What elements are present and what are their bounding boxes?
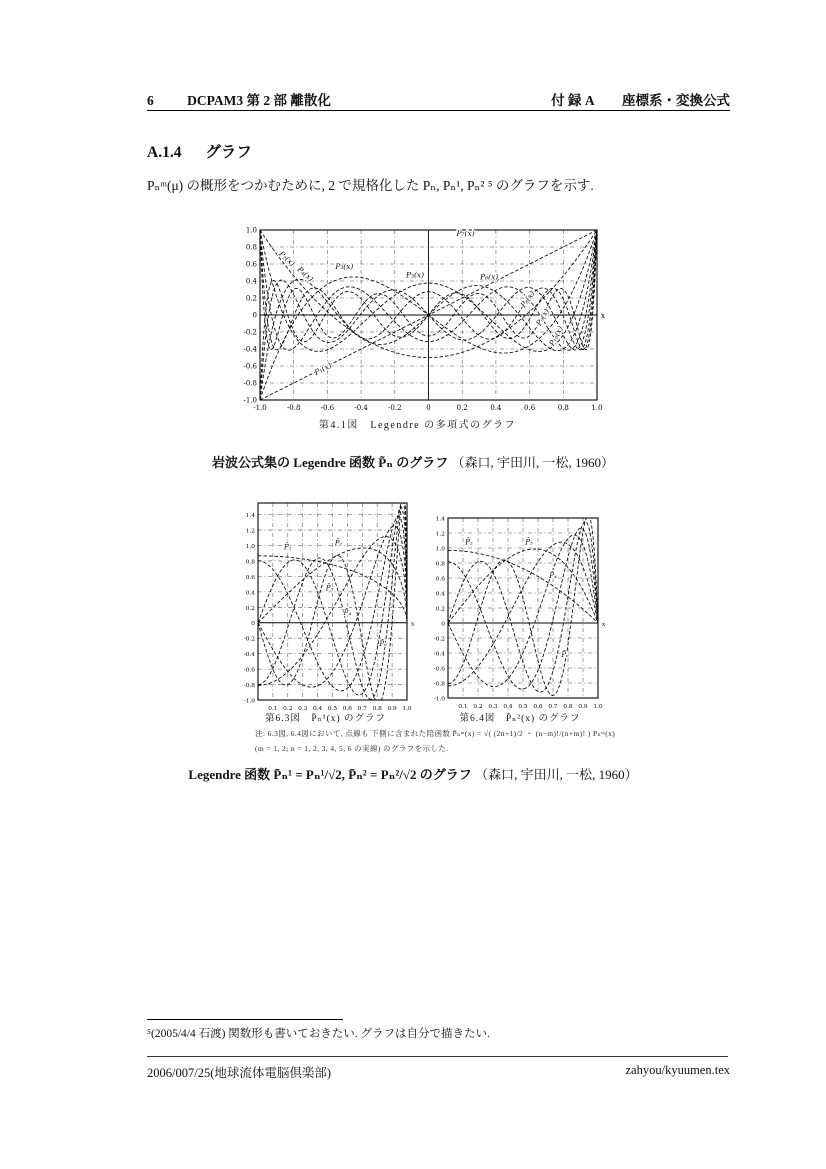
figure-assoc-legendre-m1 [232, 498, 422, 720]
svg-text:0: 0 [441, 621, 445, 628]
svg-text:P̄₂: P̄₂ [334, 539, 343, 548]
svg-text:0.2: 0.2 [456, 404, 468, 412]
svg-text:P₁₀(x): P₁₀(x) [547, 324, 565, 348]
svg-text:0.6: 0.6 [435, 576, 445, 583]
figure2-scan-note-line2: (m = 1, 2; n = 1, 2, 3, 4, 5, 6 の実線) のグラフを示した. [255, 744, 449, 753]
svg-text:1.0: 1.0 [245, 543, 255, 550]
svg-text:0.8: 0.8 [245, 243, 257, 252]
svg-text:-0.8: -0.8 [243, 379, 257, 388]
svg-text:-0.2: -0.2 [243, 636, 255, 643]
svg-text:0.6: 0.6 [533, 704, 543, 710]
svg-text:0.8: 0.8 [557, 404, 569, 412]
figure1-caption-text: 岩波公式集の Legendre 函数 P̃ₙ のグラフ [212, 455, 449, 470]
svg-text:P̄₃: P̄₃ [525, 538, 533, 547]
svg-text:1.4: 1.4 [245, 513, 255, 520]
svg-text:-0.8: -0.8 [433, 681, 445, 688]
svg-text:1.4: 1.4 [435, 516, 445, 523]
figure2-caption [123, 764, 703, 783]
svg-text:P₃(x): P₃(x) [335, 262, 354, 272]
svg-text:P₄(x): P₄(x) [295, 264, 316, 284]
svg-text:0.4: 0.4 [312, 706, 323, 712]
svg-text:P₆(x): P₆(x) [480, 272, 499, 282]
svg-text:-0.4: -0.4 [243, 345, 257, 354]
svg-text:1.0: 1.0 [245, 226, 257, 235]
svg-text:0.5: 0.5 [327, 706, 338, 712]
svg-text:P̄₄: P̄₄ [549, 572, 557, 580]
svg-text:-1.0: -1.0 [433, 696, 445, 703]
svg-text:0.4: 0.4 [490, 404, 502, 412]
svg-text:0.4: 0.4 [435, 591, 445, 598]
svg-text:x: x [411, 621, 415, 628]
svg-text:0.8: 0.8 [435, 561, 445, 568]
svg-text:0.2: 0.2 [245, 605, 255, 612]
svg-text:P̄₄: P̄₄ [343, 609, 352, 618]
section-title: グラフ [205, 144, 252, 161]
svg-text:-1.0: -1.0 [243, 396, 257, 405]
svg-text:P₈(x): P₈(x) [518, 289, 537, 310]
svg-text:1.2: 1.2 [245, 528, 255, 535]
footer-rule [147, 1056, 728, 1057]
svg-text:-0.4: -0.4 [243, 652, 255, 659]
svg-text:-0.4: -0.4 [433, 651, 445, 658]
svg-text:P₇(x): P₇(x) [456, 228, 475, 238]
svg-text:-0.4: -0.4 [354, 404, 368, 412]
svg-text:0.6: 0.6 [342, 706, 353, 712]
svg-text:0.3: 0.3 [488, 704, 498, 710]
page-number: 6 [147, 93, 154, 108]
svg-text:P̄₆: P̄₆ [379, 639, 387, 648]
footnote: ⁵(2005/4/4 石渡) 関数形も書いておきたい. グラフは自分で描きたい. [147, 1028, 490, 1040]
svg-text:P₁(x): P₁(x) [312, 360, 334, 377]
svg-text:P̄₃: P̄₃ [325, 584, 334, 593]
svg-text:P̄₂: P̄₂ [465, 538, 473, 547]
svg-text:1.0: 1.0 [591, 404, 603, 412]
svg-text:0.9: 0.9 [387, 706, 397, 712]
figure1-scan-caption: 第4.1図 Legendre の多項式のグラフ [318, 420, 517, 431]
legendre-polynomial-chart [225, 224, 610, 420]
svg-text:x: x [602, 622, 606, 628]
svg-text:0.6: 0.6 [524, 404, 536, 412]
svg-text:0.4: 0.4 [503, 704, 513, 710]
figure2-caption-source: （森口, 宇田川, 一松, 1960） [475, 767, 638, 782]
svg-text:-1.0: -1.0 [243, 698, 255, 705]
svg-text:0.8: 0.8 [245, 559, 255, 566]
svg-text:-1.0: -1.0 [253, 404, 267, 412]
figure-assoc-legendre-m2 [428, 498, 614, 720]
footer-right: zahyou/kyuumen.tex [625, 1063, 730, 1077]
svg-text:-0.6: -0.6 [320, 404, 335, 412]
svg-text:0.7: 0.7 [357, 706, 367, 712]
intro-paragraph: Pₙᵐ(μ) の概形をつかむために, 2 で規格化した Pₙ, Pₙ¹, Pₙ² ⁵ のグラフを示す. [147, 178, 594, 193]
svg-text:x: x [601, 312, 605, 320]
svg-text:0.1: 0.1 [458, 704, 468, 710]
svg-text:0.2: 0.2 [435, 606, 445, 613]
svg-text:P₂(x): P₂(x) [277, 249, 297, 269]
footer-left: 2006/007/25(地球流体電脳倶楽部) [147, 1066, 332, 1080]
svg-text:1.0: 1.0 [593, 704, 603, 710]
svg-text:0.4: 0.4 [245, 590, 255, 597]
assoc-legendre-m2-chart [428, 498, 614, 720]
svg-text:0.6: 0.6 [245, 574, 255, 581]
figure1-caption-source: （森口, 宇田川, 一松, 1960） [451, 455, 614, 470]
svg-text:-0.2: -0.2 [433, 636, 445, 643]
section-heading [147, 140, 252, 162]
svg-text:0.2: 0.2 [283, 706, 293, 712]
header-right [551, 89, 730, 109]
appendix-label: 付 録 A [551, 93, 595, 108]
svg-text:-0.2: -0.2 [243, 328, 257, 337]
svg-text:P̄₆: P̄₆ [561, 650, 569, 659]
svg-text:0.3: 0.3 [298, 706, 308, 712]
svg-text:-0.6: -0.6 [433, 666, 445, 673]
svg-text:1.0: 1.0 [402, 706, 412, 712]
svg-text:-0.2: -0.2 [388, 404, 402, 412]
svg-text:-0.6: -0.6 [243, 667, 255, 674]
svg-text:0: 0 [252, 311, 257, 320]
figure2-right-scan-caption: 第6.4図 P̄ₙ²(x) のグラフ [459, 714, 581, 724]
svg-text:1.0: 1.0 [435, 546, 445, 553]
figure2-left-scan-caption: 第6.3図 P̄ₙ¹(x) のグラフ [264, 714, 387, 724]
header-left-title: DCPAM3 第 2 部 離散化 [187, 93, 331, 108]
svg-text:0.1: 0.1 [268, 706, 278, 712]
svg-text:0.9: 0.9 [578, 704, 588, 710]
svg-text:0.6: 0.6 [245, 260, 257, 269]
figure1-caption [123, 452, 703, 471]
svg-text:-0.8: -0.8 [243, 683, 255, 690]
svg-text:0.2: 0.2 [245, 294, 257, 303]
svg-text:1.2: 1.2 [435, 531, 445, 538]
svg-text:0: 0 [426, 404, 431, 412]
header-rule [147, 110, 730, 111]
header-right-title: 座標系・変換公式 [622, 93, 730, 108]
svg-text:0.8: 0.8 [563, 704, 573, 710]
svg-text:0.8: 0.8 [372, 706, 382, 712]
svg-text:0: 0 [251, 621, 255, 628]
figure-legendre-polynomials [225, 224, 610, 420]
section-number: A.1.4 [147, 144, 182, 161]
svg-text:0.7: 0.7 [548, 704, 558, 710]
footnote-rule [147, 1019, 343, 1020]
svg-text:P̄₁: P̄₁ [284, 543, 292, 552]
svg-text:P₉(x): P₉(x) [534, 307, 552, 328]
header-left [147, 89, 331, 109]
svg-text:0.5: 0.5 [518, 704, 528, 710]
figure2-scan-note-line1: 注: 6.3図, 6.4図において, 点線も 下側に含まれた陪函数 P̄ₙᵐ(x) = √( (2n+1)/2 ・ (n−m)!/(n+m)! ) Pₙᵐ(x) [255, 729, 616, 738]
svg-text:-0.6: -0.6 [243, 362, 257, 371]
svg-text:0.2: 0.2 [473, 704, 483, 710]
svg-text:-0.8: -0.8 [286, 404, 301, 412]
svg-text:P₅(x): P₅(x) [405, 270, 425, 280]
figure2-caption-text: Legendre 函数 P̄ₙ¹ = Pₙ¹/√2, P̄ₙ² = Pₙ²/√2 のグラフ [188, 767, 472, 782]
svg-text:0.4: 0.4 [245, 277, 257, 286]
assoc-legendre-m1-chart [232, 498, 422, 720]
